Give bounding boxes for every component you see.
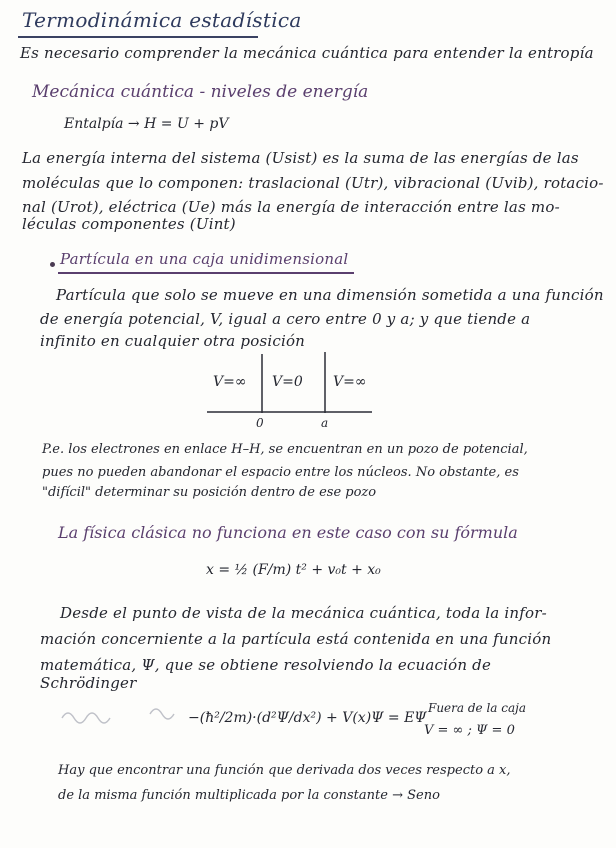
- box-line: de energía potencial, V, igual a cero entre 0 y a; y que tiende a: [40, 310, 531, 328]
- diagram-origin-label: 0: [256, 416, 264, 430]
- intro-text: Es necesario comprender la mecánica cuántica para entender la entropía: [20, 44, 594, 62]
- page-title: Termodinámica estadística: [22, 8, 302, 32]
- schrodinger-equation: −(ħ²/2m)·(d²Ψ/dx²) + V(x)Ψ = EΨ: [188, 710, 427, 726]
- outside-box-label: Fuera de la caja: [428, 701, 527, 715]
- energy-line: léculas componentes (Uint): [22, 215, 236, 233]
- quantum-line: Desde el punto de vista de la mecánica cuántica, toda la infor-: [60, 604, 547, 622]
- section-heading: Mecánica cuántica - niveles de energía: [32, 82, 369, 102]
- classical-formula: x = ½ (F/m) t² + v₀t + x₀: [206, 562, 381, 578]
- box-heading: Partícula en una caja unidimensional: [60, 250, 349, 268]
- energy-line: nal (Urot), eléctrica (Ue) más la energía de interacción entre las mo-: [22, 198, 560, 216]
- final-line: Hay que encontrar una función que derivada dos veces respecto a x,: [58, 763, 511, 778]
- box-line: infinito en cualquier otra posición: [40, 332, 306, 350]
- energy-line: La energía interna del sistema (Usist) es la suma de las energías de las: [22, 149, 579, 167]
- outside-box-condition: V = ∞ ; Ψ = 0: [424, 723, 515, 738]
- example-line: P.e. los electrones en enlace H–H, se encuentran en un pozo de potencial,: [42, 442, 528, 457]
- quantum-line: matemática, Ψ, que se obtiene resolviendo la ecuación de: [40, 656, 492, 674]
- quantum-line: mación concerniente a la partícula está contenida en una función: [40, 630, 552, 648]
- classical-heading: La física clásica no funciona en este caso con su fórmula: [58, 523, 518, 542]
- example-line: pues no pueden abandonar el espacio entre los núcleos. No obstante, es: [42, 465, 519, 480]
- diagram-middle-label: V=0: [272, 374, 303, 390]
- diagram-end-label: a: [321, 416, 329, 430]
- diagram-left-label: V=∞: [213, 374, 247, 390]
- final-line: de la misma función multiplicada por la constante → Seno: [58, 788, 440, 803]
- energy-line: moléculas que lo componen: traslacional (Utr), vibracional (Uvib), rotacio-: [22, 174, 604, 192]
- box-line: Partícula que solo se mueve en una dimensión sometida a una función: [56, 286, 604, 304]
- quantum-line: Schrödinger: [40, 674, 137, 692]
- enthalpy-formula: Entalpía → H = U + pV: [64, 116, 229, 132]
- diagram-right-label: V=∞: [333, 374, 367, 390]
- example-line: "difícil" determinar su posición dentro de ese pozo: [42, 485, 377, 500]
